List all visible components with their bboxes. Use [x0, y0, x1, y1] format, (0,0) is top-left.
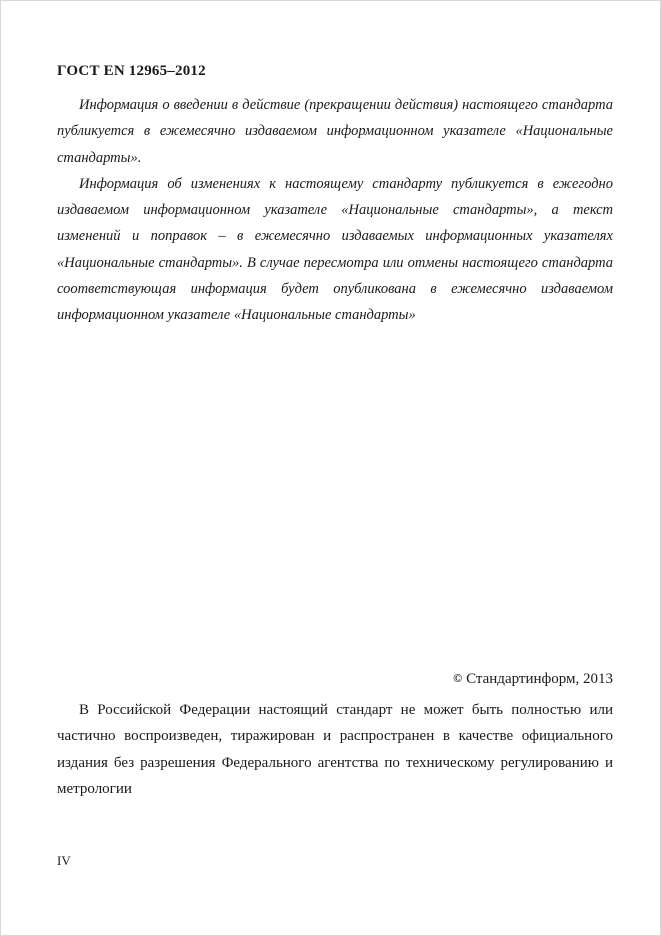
document-title: ГОСТ EN 12965–2012	[57, 63, 206, 79]
copyright-line	[57, 671, 613, 688]
reproduction-rights	[57, 697, 613, 802]
copyright-icon: ©	[453, 671, 463, 685]
info-paragraph-introduction: Информация о введении в действие (прекращении действия) настоящего стандарта публикуется в ежемесячно издаваемом информационном указателе «Национальные стандарты».	[57, 97, 613, 166]
info-paragraph-changes: Информация об изменениях к настоящему стандарту публикуется в ежегодно издаваемом информационном указателе «Национальные стандарты», а текст изменений и поправок – в ежемесячно издаваемых информационных указателях «Национальные стандарты». В случае пересмотра или отмены настоящего стандарта соответствующая информация будет опубликована в ежемесячно издаваемом информационном указателе «Национальные стандарты»	[57, 175, 613, 324]
rights-paragraph: В Российской Федерации настоящий стандарт не может быть полностью или частично воспроизведен, тиражирован и распространен в качестве официального издания без разрешения Федерального агентства по техническому регулированию и метрологии	[57, 702, 613, 797]
copyright-text: Стандартинформ, 2013	[466, 671, 613, 687]
page-number: IV	[57, 853, 71, 868]
publication-info	[57, 92, 613, 329]
